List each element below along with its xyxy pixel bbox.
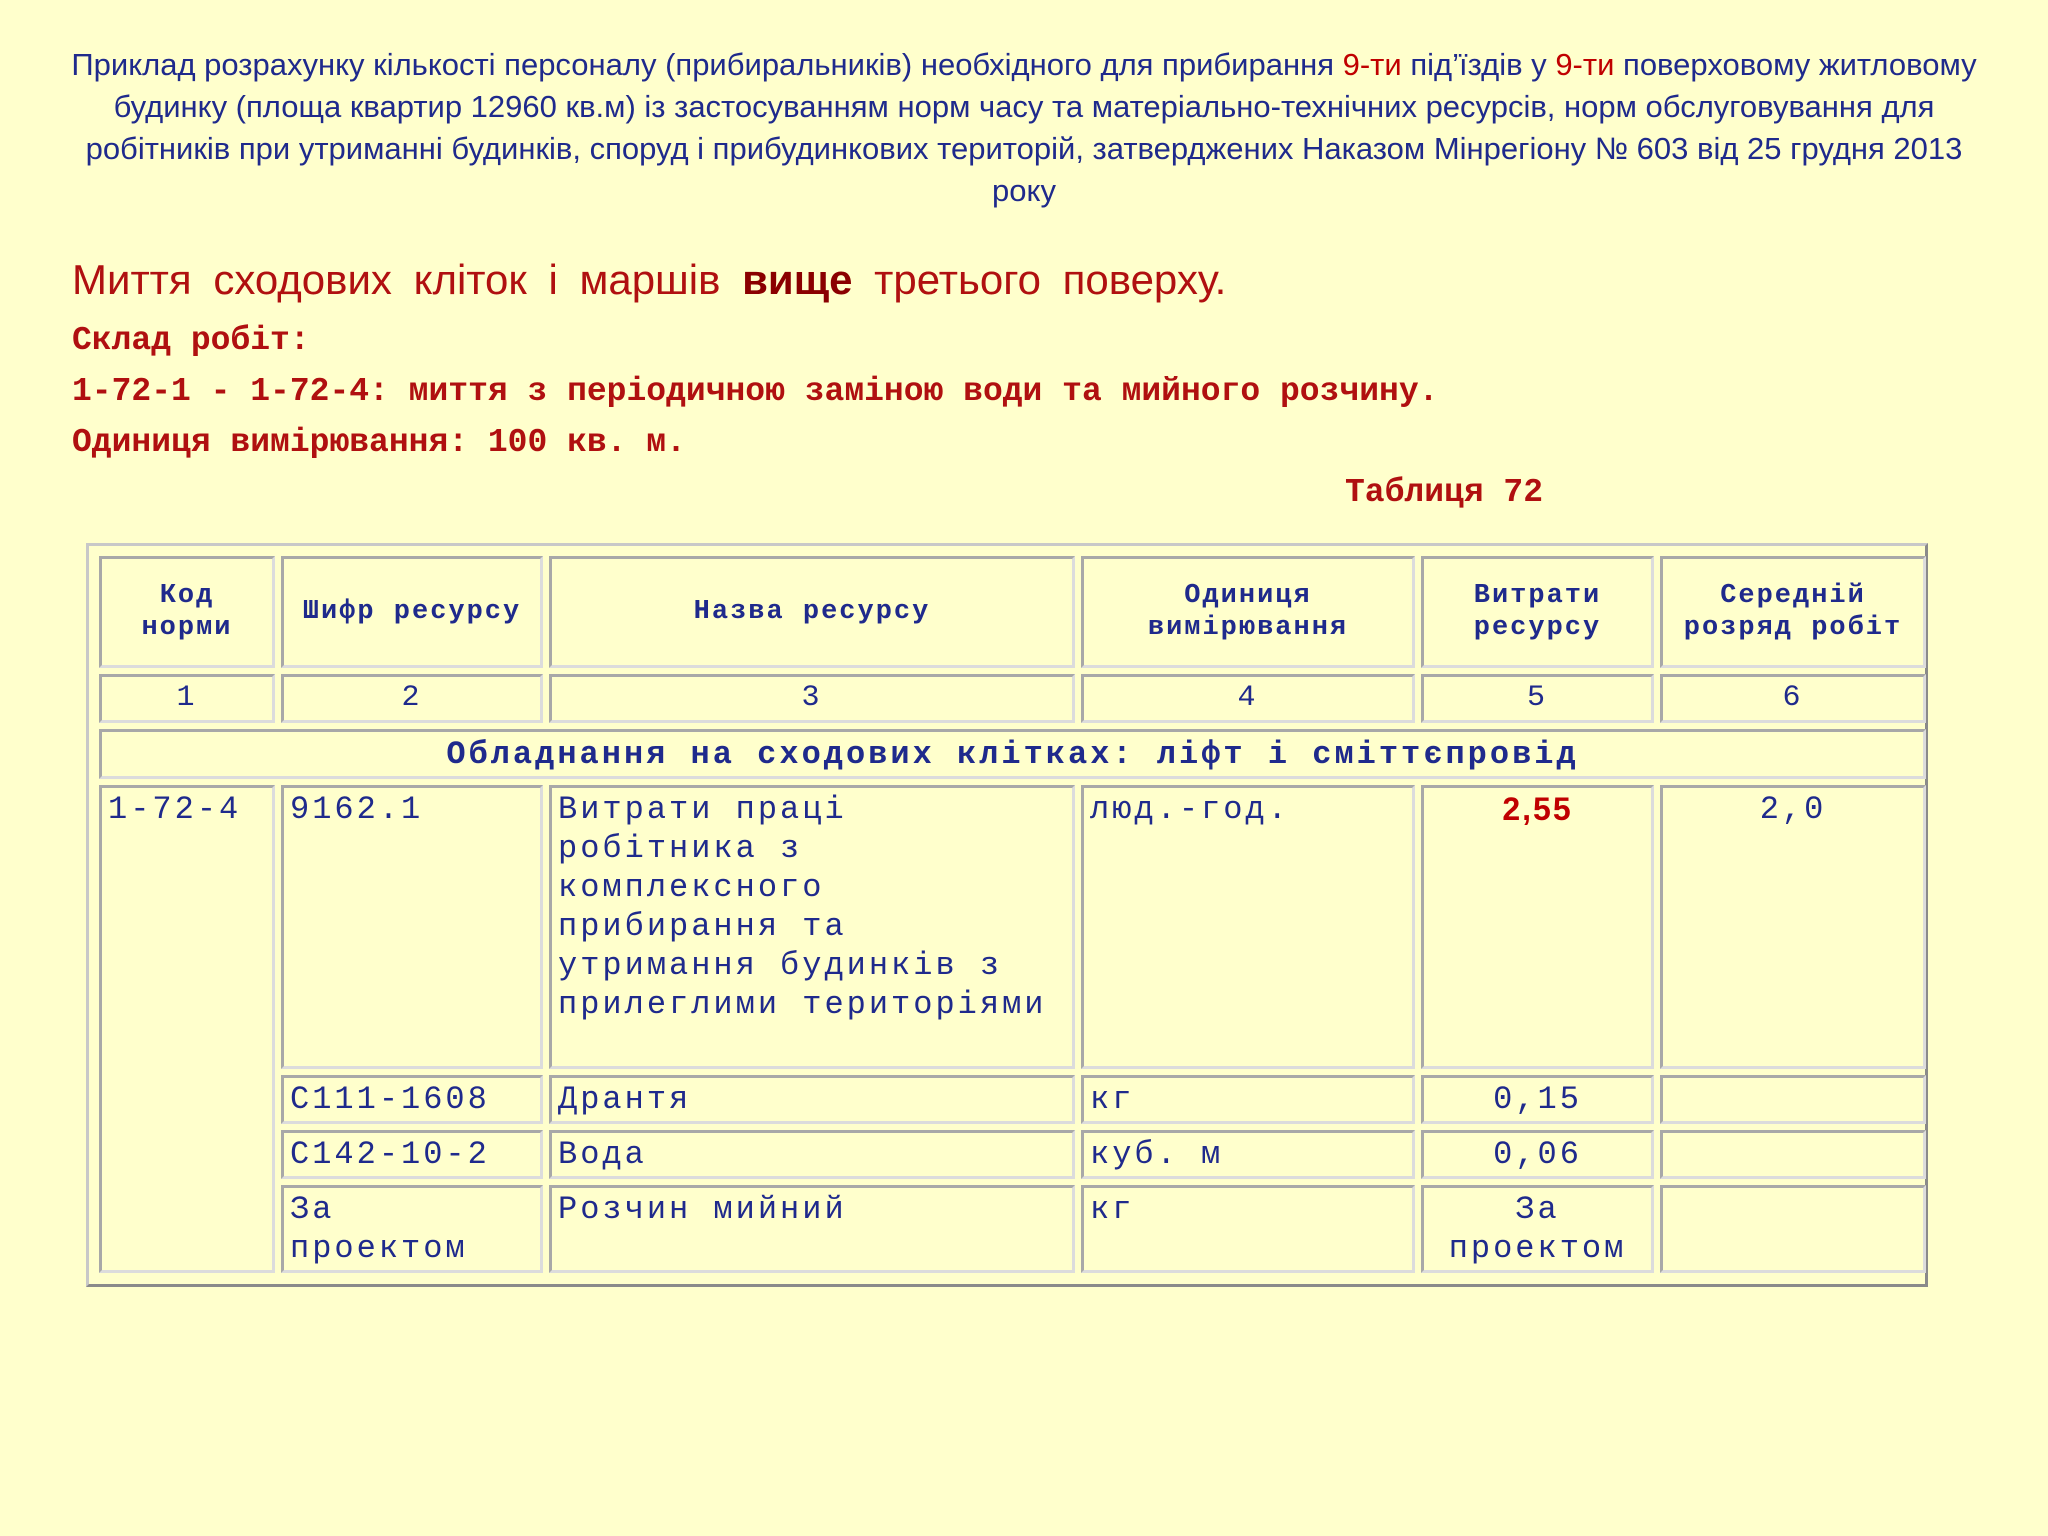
column-number: 3 <box>549 674 1075 723</box>
header-cell-grade: Середній розряд робіт <box>1660 556 1926 668</box>
column-number: 2 <box>281 674 543 723</box>
unit-line: Одиниця вимірювання: 100 кв. м. <box>72 424 686 461</box>
intro-part2: під’їздів у <box>1410 47 1547 82</box>
amount-cell: За проектом <box>1421 1185 1654 1273</box>
column-number: 5 <box>1421 674 1654 723</box>
intro-part1: Приклад розрахунку кількості персоналу (прибиральників) необхідного для прибирання <box>71 47 1334 82</box>
unit-cell: кг <box>1081 1185 1415 1273</box>
resource-table <box>86 543 1928 1287</box>
grade-cell <box>1660 1185 1926 1273</box>
intro-floors: 9-ти <box>1555 47 1615 82</box>
resource-name-cell: Вода <box>549 1130 1075 1179</box>
resource-code-cell: 9162.1 <box>281 785 543 1069</box>
header-row <box>99 556 1926 668</box>
resource-code-cell: С111-1608 <box>281 1075 543 1124</box>
header-cell-amount: Витрати ресурсу <box>1421 556 1654 668</box>
table-row <box>99 1130 1926 1179</box>
heading-before: Миття сходових кліток і маршів <box>72 256 721 303</box>
resource-name-cell: Витрати праці робітника з комплексного прибирання та утримання будинків з прилеглими територіями <box>549 785 1075 1069</box>
intro-part3: поверховому житловому будинку (площа квартир 12960 кв.м) із застосуванням норм часу та матеріально-технічних ресурсів, норм обслуговування для робітників при утриманні будинків, споруд і прибудинкових територій, затверджених Наказом Мінрегіону № 603 від 25 грудня 2013 року <box>85 47 1977 208</box>
column-number: 4 <box>1081 674 1415 723</box>
unit-cell: куб. м <box>1081 1130 1415 1179</box>
norm-code-cell: 1-72-4 <box>99 785 275 1273</box>
header-cell-resource-name: Назва ресурсу <box>549 556 1075 668</box>
amount-cell: 0,15 <box>1421 1075 1654 1124</box>
table-row <box>99 785 1926 1069</box>
unit-cell: люд.-год. <box>1081 785 1415 1069</box>
intro-entrances: 9-ти <box>1342 47 1402 82</box>
column-number: 6 <box>1660 674 1926 723</box>
resource-code-cell: С142-10-2 <box>281 1130 543 1179</box>
section-row <box>99 729 1926 779</box>
composition-label: Склад робіт: <box>72 322 310 359</box>
grade-cell: 2,0 <box>1660 785 1926 1069</box>
section-title: Обладнання на сходових клітках: ліфт і сміттєпровід <box>99 729 1926 779</box>
amount-cell: 2,55 <box>1421 785 1654 1069</box>
resource-name-cell: Дрантя <box>549 1075 1075 1124</box>
codes-line: 1-72-1 - 1-72-4: миття з періодичною заміною води та мийного розчину. <box>72 373 1439 410</box>
resource-name-cell: Розчин мийний <box>549 1185 1075 1273</box>
header-cell-unit: Одиниця вимірювання <box>1081 556 1415 668</box>
table-row <box>99 1185 1926 1273</box>
amount-cell: 0,06 <box>1421 1130 1654 1179</box>
header-cell-norm-code: Код норми <box>99 556 275 668</box>
heading-bold: вище <box>742 256 853 303</box>
table-label: Таблиця 72 <box>1345 474 1544 511</box>
grade-cell <box>1660 1130 1926 1179</box>
unit-cell: кг <box>1081 1075 1415 1124</box>
table-row <box>99 1075 1926 1124</box>
section-heading <box>72 256 1226 304</box>
header-cell-resource-code: Шифр ресурсу <box>281 556 543 668</box>
grade-cell <box>1660 1075 1926 1124</box>
column-number-row <box>99 674 1926 723</box>
resource-code-cell: За проектом <box>281 1185 543 1273</box>
column-number: 1 <box>99 674 275 723</box>
intro-text <box>60 44 1988 212</box>
heading-after: третього поверху. <box>874 256 1227 303</box>
